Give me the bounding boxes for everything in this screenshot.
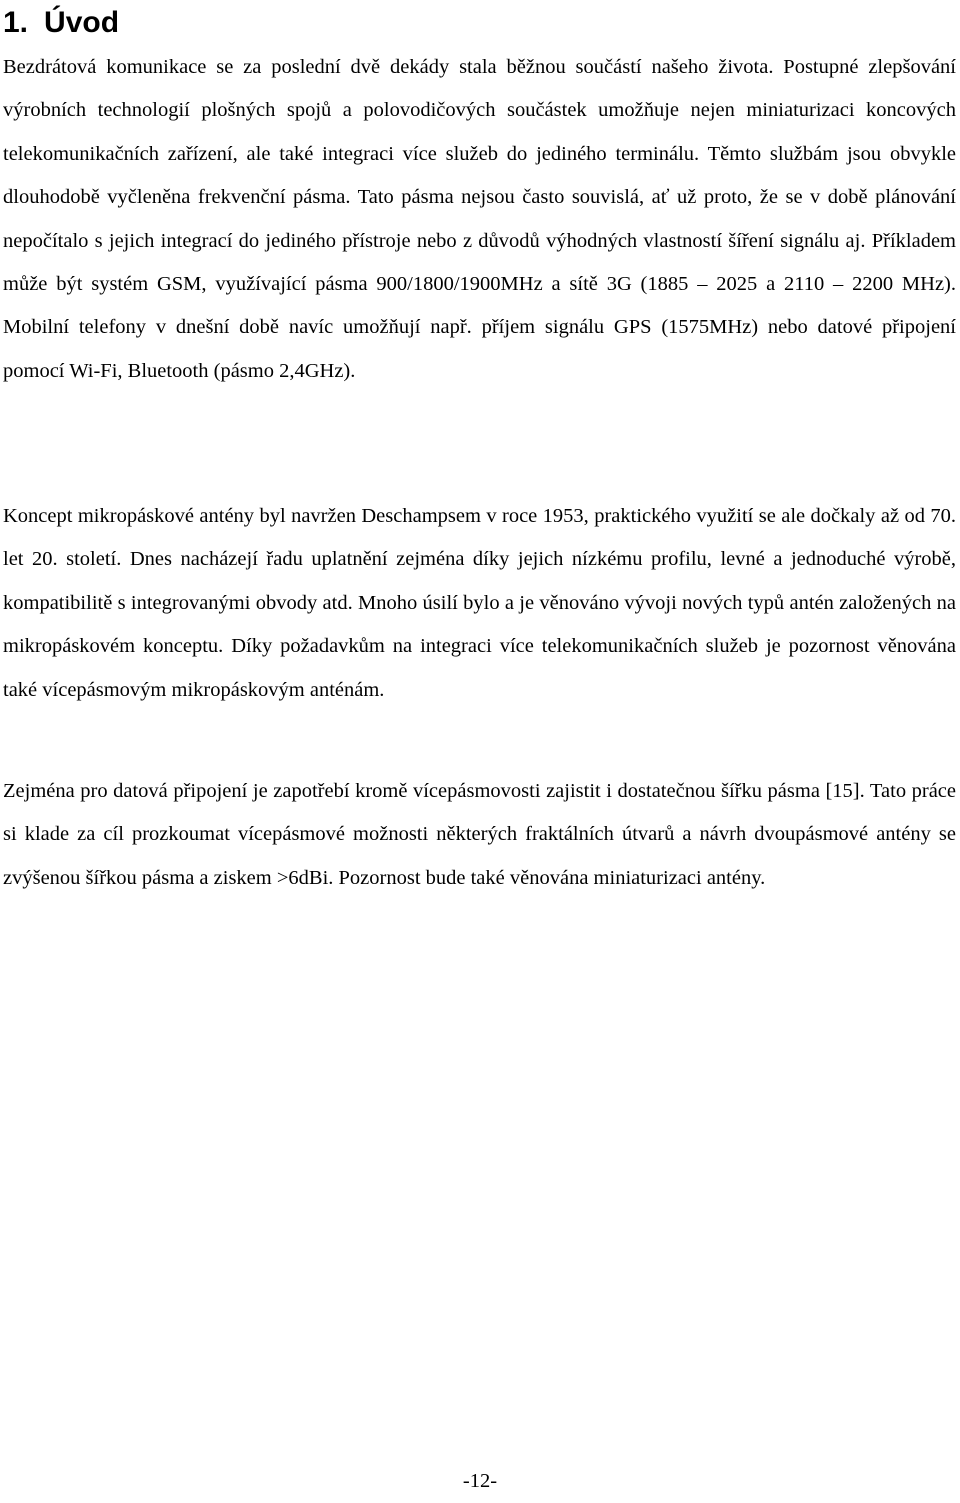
paragraph-microstrip-concept: Koncept mikropáskové antény byl navržen Deschampsem v roce 1953, praktického využití se ale dočkaly až od 70. let 20. století. Dnes nacházejí řadu uplatnění zejména díky jejich nízkému profilu, levné a jednoduché výrobě, kompatibilitě s integrovanými obvody atd. Mnoho úsilí bylo a je věnováno vývoji nových typů antén založených na mikropáskovém konceptu. Díky požadavkům na integraci více telekomunikačních služeb je pozornost věnována také vícepásmovým mikropáskovým anténám. (3, 505, 956, 701)
section-title: Úvod (44, 6, 120, 39)
section-heading (3, 0, 119, 46)
page-number: -12- (462, 1470, 498, 1492)
paragraph-thesis-goals: Zejména pro datová připojení je zapotřebí kromě vícepásmovosti zajistit i dostatečnou šířku pásma [15]. Tato práce si klade za cíl prozkoumat vícepásmové možnosti některých fraktálních útvarů a návrh dvoupásmové antény se zvýšenou šířkou pásma a ziskem >6dBi. Pozornost bude také věnována miniaturizaci antény. (3, 780, 956, 889)
section-number: 1. (3, 6, 29, 39)
paragraph-intro: Bezdrátová komunikace se za poslední dvě dekády stala běžnou součástí našeho života. Postupné zlepšování výrobních technologií plošných spojů a polovodičových součástek umožňuje nejen miniaturizaci koncových telekomunikačních zařízení, ale také integraci více služeb do jediného terminálu. Těmto službám jsou obvykle dlouhodobě vyčleněna frekvenční pásma. Tato pásma nejsou často souvislá, ať už proto, že se v době plánování nepočítalo s jejich integrací do jediného přístroje nebo z důvodů výhodných vlastností šíření signálu aj. Příkladem může být systém GSM, využívající pásma 900/1800/1900MHz a sítě 3G (1885 – 2025 a 2110 – 2200 MHz). Mobilní telefony v dnešní době navíc umožňují např. příjem signálu GPS (1575MHz) nebo datové připojení pomocí Wi-Fi, Bluetooth (pásmo 2,4GHz). (3, 56, 956, 382)
